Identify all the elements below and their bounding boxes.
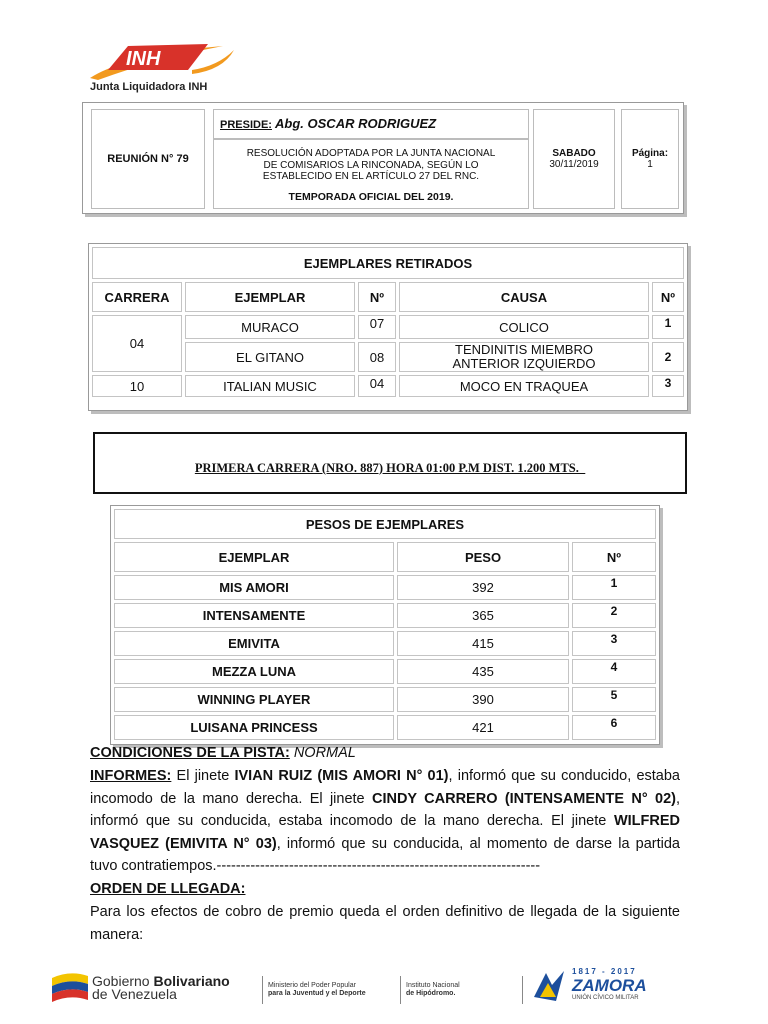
- numero-cell: 04: [358, 375, 396, 397]
- table-row: [114, 575, 656, 600]
- informes-label: INFORMES:: [90, 768, 172, 784]
- informes-text: , informó que su conducida, al momento de darse la partida tuvo contratiempos.-------------------------------------------------------------------: [90, 835, 680, 874]
- gob-text: Gobierno: [92, 973, 154, 989]
- logo-subtitle: Junta Liquidadora INH: [90, 81, 208, 93]
- logo-brand: INH: [126, 48, 161, 70]
- peso-cell: 365: [397, 603, 569, 628]
- jinete-1: IVIAN RUIZ (MIS AMORI N° 01): [234, 768, 449, 784]
- ejemplar-cell: EL GITANO: [185, 342, 355, 372]
- preside-label: PRESIDE:: [220, 119, 272, 131]
- date: 30/11/2019: [549, 159, 599, 170]
- informes-text: El jinete: [171, 768, 235, 784]
- condiciones-line: [90, 742, 680, 765]
- ejemplar-cell: EMIVITA: [114, 631, 394, 656]
- header-carrera: CARRERA: [92, 282, 182, 312]
- causa-cell: COLICO: [399, 315, 649, 339]
- n-cell: 1: [652, 315, 684, 339]
- condiciones-label: CONDICIONES DE LA PISTA:: [90, 745, 290, 761]
- day: SABADO: [552, 148, 596, 159]
- causa-cell: MOCO EN TRAQUEA: [399, 375, 649, 397]
- peso-cell: 421: [397, 715, 569, 740]
- header-peso: PESO: [397, 542, 569, 572]
- ejemplar-cell: MURACO: [185, 315, 355, 339]
- ejemplar-cell: INTENSAMENTE: [114, 603, 394, 628]
- temporada: TEMPORADA OFICIAL DEL 2019.: [288, 190, 454, 203]
- peso-cell: 392: [397, 575, 569, 600]
- carrera-cell: 04: [92, 315, 182, 372]
- header-n: Nº: [652, 282, 684, 312]
- informes-text: , informó que su conducida, estaba incomodo de la mano derecha. El jinete: [90, 790, 680, 829]
- retirados-table: [88, 243, 688, 411]
- page-label: Página:: [631, 148, 669, 159]
- ejemplar-cell: WINNING PLAYER: [114, 687, 394, 712]
- peso-cell: 435: [397, 659, 569, 684]
- page-cell: [621, 109, 679, 209]
- n-cell: 3: [572, 631, 656, 656]
- table-row: [114, 631, 656, 656]
- zamora-title: ZAMORA: [572, 976, 647, 995]
- zamora-subtitle: UNIÓN CÍVICO MILITAR: [572, 995, 639, 1001]
- numero-cell: 07: [358, 315, 396, 339]
- n-cell: 2: [652, 342, 684, 372]
- causa-line: TENDINITIS MIEMBRO: [455, 342, 593, 357]
- numero-cell: 08: [358, 342, 396, 372]
- jinete-3: WILFRED VASQUEZ (EMIVITA N° 03): [90, 813, 680, 852]
- jinete-2: CINDY CARRERO (INTENSAMENTE N° 02): [371, 790, 676, 807]
- preside: [213, 109, 529, 139]
- venezuela-flag-icon: [50, 970, 90, 1009]
- causa-cell: [399, 342, 649, 372]
- n-cell: 1: [572, 575, 656, 600]
- ejemplar-cell: MIS AMORI: [114, 575, 394, 600]
- header-causa: CAUSA: [399, 282, 649, 312]
- table-row: [114, 687, 656, 712]
- gob-text-2: de Venezuela: [92, 986, 177, 1002]
- orden-label: [90, 878, 680, 901]
- instituto-label: [406, 982, 460, 998]
- preside-name: Abg. OSCAR RODRIGUEZ: [275, 116, 437, 131]
- header-ejemplar: EJEMPLAR: [114, 542, 394, 572]
- race-title: PRIMERA CARRERA (NRO. 887) HORA 01:00 P.M DIST. 1.200 MTS._: [194, 460, 586, 475]
- table-row: [92, 375, 684, 397]
- resolucion-line: DE COMISARIOS LA RINCONADA, SEGÚN LO: [263, 159, 479, 171]
- table-row: [114, 659, 656, 684]
- ejemplar-cell: LUISANA PRINCESS: [114, 715, 394, 740]
- header-n: Nº: [572, 542, 656, 572]
- condiciones-value: NORMAL: [293, 745, 356, 761]
- divider: [400, 976, 401, 1004]
- table-row: [114, 715, 656, 740]
- divider: [262, 976, 263, 1004]
- pesos-table: [110, 505, 660, 745]
- peso-cell: 390: [397, 687, 569, 712]
- page-number: 1: [647, 159, 653, 170]
- carrera-cell: 10: [92, 375, 182, 397]
- n-cell: 3: [652, 375, 684, 397]
- ministerio-line: Ministerio del Poder Popular: [268, 982, 356, 989]
- race-title-box: [93, 432, 687, 494]
- instituto-line: Instituto Nacional: [406, 982, 460, 989]
- table-row: [114, 603, 656, 628]
- divider: [522, 976, 523, 1004]
- date-cell: [533, 109, 615, 209]
- ministerio-line: para la Juventud y el Deporte: [268, 990, 366, 997]
- instituto-line: de Hipódromo.: [406, 990, 456, 997]
- gob-bold: Bolivariano: [153, 973, 230, 989]
- meeting-header: [82, 102, 684, 214]
- ejemplar-cell: MEZZA LUNA: [114, 659, 394, 684]
- orden-title: ORDEN DE LLEGADA:: [90, 881, 246, 897]
- informes-text: , informó que su conducido, estaba incomodo de la mano derecha. El jinete: [90, 768, 680, 807]
- table-row: [92, 315, 684, 339]
- reunion-number: REUNIÓN N° 79: [91, 109, 205, 209]
- zamora-logo: [530, 967, 660, 1005]
- ministerio-label: [268, 982, 366, 998]
- pesos-title: PESOS DE EJEMPLARES: [114, 509, 656, 539]
- resolucion-line: RESOLUCIÓN ADOPTADA POR LA JUNTA NACIONAL: [246, 148, 496, 159]
- causa-line: ANTERIOR IZQUIERDO: [452, 356, 596, 371]
- gobierno-label: [92, 975, 230, 1001]
- resolucion-text: [213, 139, 529, 209]
- resolucion-line: ESTABLECIDO EN EL ARTÍCULO 27 DEL RNC.: [262, 171, 480, 182]
- informes-paragraph: [90, 765, 680, 878]
- retirados-title: EJEMPLARES RETIRADOS: [92, 247, 684, 279]
- orden-text: Para los efectos de cobro de premio queda el orden definitivo de llegada de la siguiente manera:: [90, 904, 680, 943]
- zamora-years: 1817 - 2017: [572, 967, 637, 976]
- ejemplar-cell: ITALIAN MUSIC: [185, 375, 355, 397]
- n-cell: 2: [572, 603, 656, 628]
- peso-cell: 415: [397, 631, 569, 656]
- n-cell: 5: [572, 687, 656, 712]
- zamora-emblem-icon: [530, 967, 570, 1005]
- n-cell: 6: [572, 715, 656, 740]
- header-ejemplar: EJEMPLAR: [185, 282, 355, 312]
- n-cell: 4: [572, 659, 656, 684]
- header-numero: Nº: [358, 282, 396, 312]
